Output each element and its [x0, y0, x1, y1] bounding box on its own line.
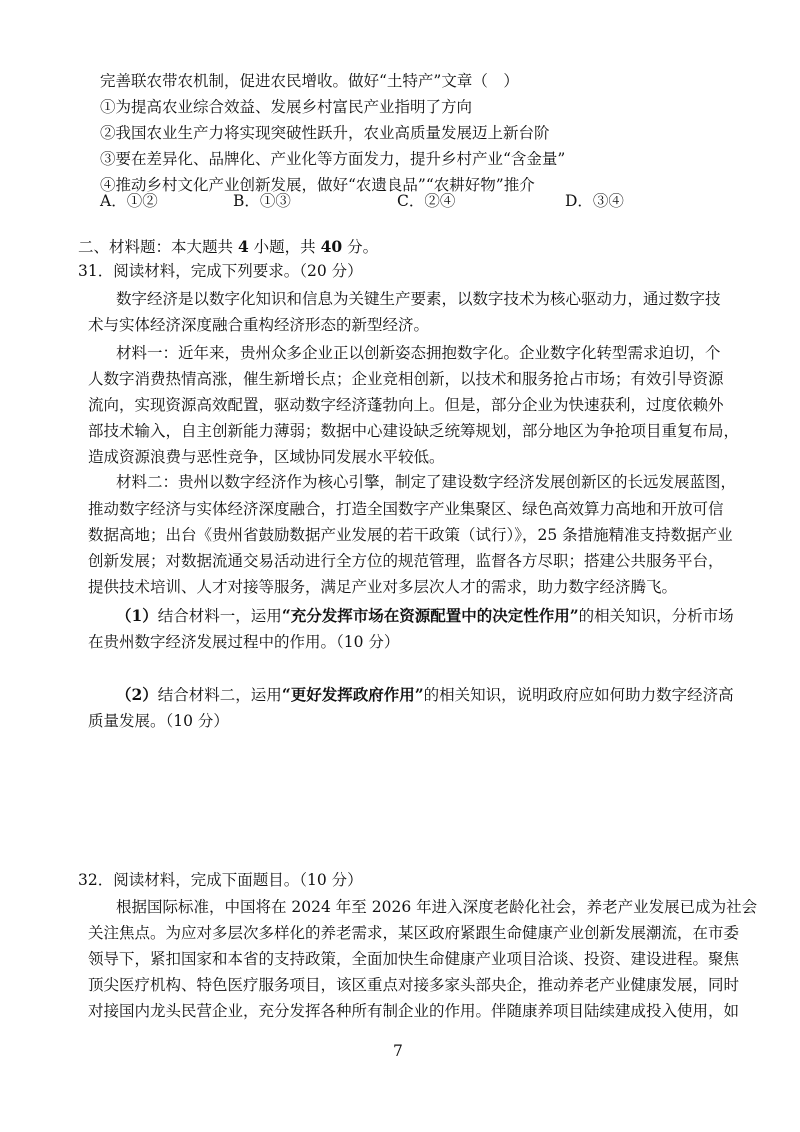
q30-option-b: B．①③	[233, 192, 291, 210]
section-heading-c: 分。	[342, 238, 379, 256]
q30-option-a: A．①②	[100, 192, 158, 210]
q31-sub1-line-1	[116, 605, 734, 627]
q32-body-line-4: 顶尖医疗机构、特色医疗服务项目，该区重点对接多家头部央企，推动养老产业健康发展，同时	[88, 976, 740, 994]
section-heading-count: 4	[237, 237, 249, 256]
q31-material1-line-1: 材料一：近年来，贵州众多企业正以创新姿态拥抱数字化。企业数字化转型需求迫切，个	[116, 344, 721, 362]
q31-intro-line-2: 术与实体经济深度融合重构经济形态的新型经济。	[88, 316, 430, 334]
q31-material1-line-5: 造成资源浪费与恶性竞争，区域协同发展水平较低。	[88, 448, 445, 466]
q31-material2-line-2: 推动数字经济与实体经济深度融合，打造全国数字产业集聚区、绿色高效算力高地和开放可信	[88, 500, 724, 518]
section-heading-score: 40	[320, 237, 343, 256]
q31-intro-line-1: 数字经济是以数字化知识和信息为关键生产要素，以数字技术为核心驱动力，通过数字技	[116, 290, 721, 308]
q31-sub2-emphasis: “更好发挥政府作用”	[281, 685, 424, 704]
q30-item-1: ①为提高农业综合效益、发展乡村富民产业指明了方向	[100, 98, 473, 116]
q30-item-2: ②我国农业生产力将实现突破性跃升，农业高质量发展迈上新台阶	[100, 124, 550, 142]
q31-sub2-line-1	[116, 684, 734, 706]
page-number: 7	[393, 1042, 403, 1060]
q31-sub1-number: （1）	[116, 606, 158, 625]
q31-sub1-a: 结合材料一，运用	[157, 607, 282, 625]
q32-title: 32．阅读材料，完成下面题目。（10 分）	[78, 871, 363, 889]
section-heading-b: 小题，共	[248, 238, 321, 256]
q31-material2-line-4: 创新发展；对数据流通交易活动进行全方位的规范管理，监督各方尽职；搭建公共服务平台，	[88, 552, 724, 570]
q32-body-line-2: 关注焦点。为应对多层次多样化的养老需求，某区政府紧跟生命健康产业创新发展潮流，在市委	[88, 924, 740, 942]
q31-title: 31．阅读材料，完成下列要求。（20 分）	[78, 262, 363, 280]
q30-option-c: C．②④	[397, 192, 456, 210]
q31-material2-line-3: 数据高地；出台《贵州省鼓励数据产业发展的若干政策（试行）》，25 条措施精准支持数据产业	[88, 526, 733, 544]
q30-option-d: D．③④	[565, 192, 624, 210]
q31-sub2-number: （2）	[116, 685, 158, 704]
q32-body-line-1: 根据国际标准，中国将在 2024 年至 2026 年进入深度老龄化社会，养老产业发展已成为社会	[116, 898, 758, 916]
q31-material2-line-5: 提供技术培训、人才对接等服务，满足产业对多层次人才的需求，助力数字经济腾飞。	[88, 578, 678, 596]
section-heading	[78, 236, 378, 258]
q31-sub1-emphasis: “充分发挥市场在资源配置中的决定性作用”	[281, 606, 579, 625]
q32-body-line-5: 对接国内龙头民营企业，充分发挥各种所有制企业的作用。伴随康养项目陆续建成投入使用，如	[88, 1002, 740, 1020]
q30-stem: 完善联农带农机制，促进农民增收。做好“土特产”文章（ ）	[100, 72, 519, 90]
q31-material1-line-2: 人数字消费热情高涨，催生新增长点；企业竞相创新，以技术和服务抢占市场；有效引导资源	[88, 370, 724, 388]
section-heading-a: 二、材料题：本大题共	[78, 238, 238, 256]
q31-sub1-line-2: 在贵州数字经济发展过程中的作用。（10 分）	[88, 633, 400, 651]
q31-sub2-a: 结合材料二，运用	[157, 686, 282, 704]
q31-material1-line-3: 流向，实现资源高效配置，驱动数字经济蓬勃向上。但是，部分企业为快速获利，过度依赖外	[88, 396, 724, 414]
q31-sub2-line-2: 质量发展。（10 分）	[88, 712, 229, 730]
q31-sub2-b: 的相关知识，说明政府应如何助力数字经济高	[423, 686, 734, 704]
q30-item-3: ③要在差异化、品牌化、产业化等方面发力，提升乡村产业“含金量”	[100, 150, 566, 168]
q31-sub1-b: 的相关知识，分析市场	[578, 607, 734, 625]
q30-item-4: ④推动乡村文化产业创新发展，做好“农遗良品”“农耕好物”推介	[100, 176, 535, 194]
q31-material1-line-4: 部技术输入，自主创新能力薄弱；数据中心建设缺乏统筹规划，部分地区为争抢项目重复布局，	[88, 422, 740, 440]
q31-material2-line-1: 材料二：贵州以数字经济作为核心引擎，制定了建设数字经济发展创新区的长远发展蓝图，	[116, 473, 737, 491]
q32-body-line-3: 领导下，紧扣国家和本省的支持政策，全面加快生命健康产业项目洽谈、投资、建设进程。聚焦	[88, 950, 740, 968]
